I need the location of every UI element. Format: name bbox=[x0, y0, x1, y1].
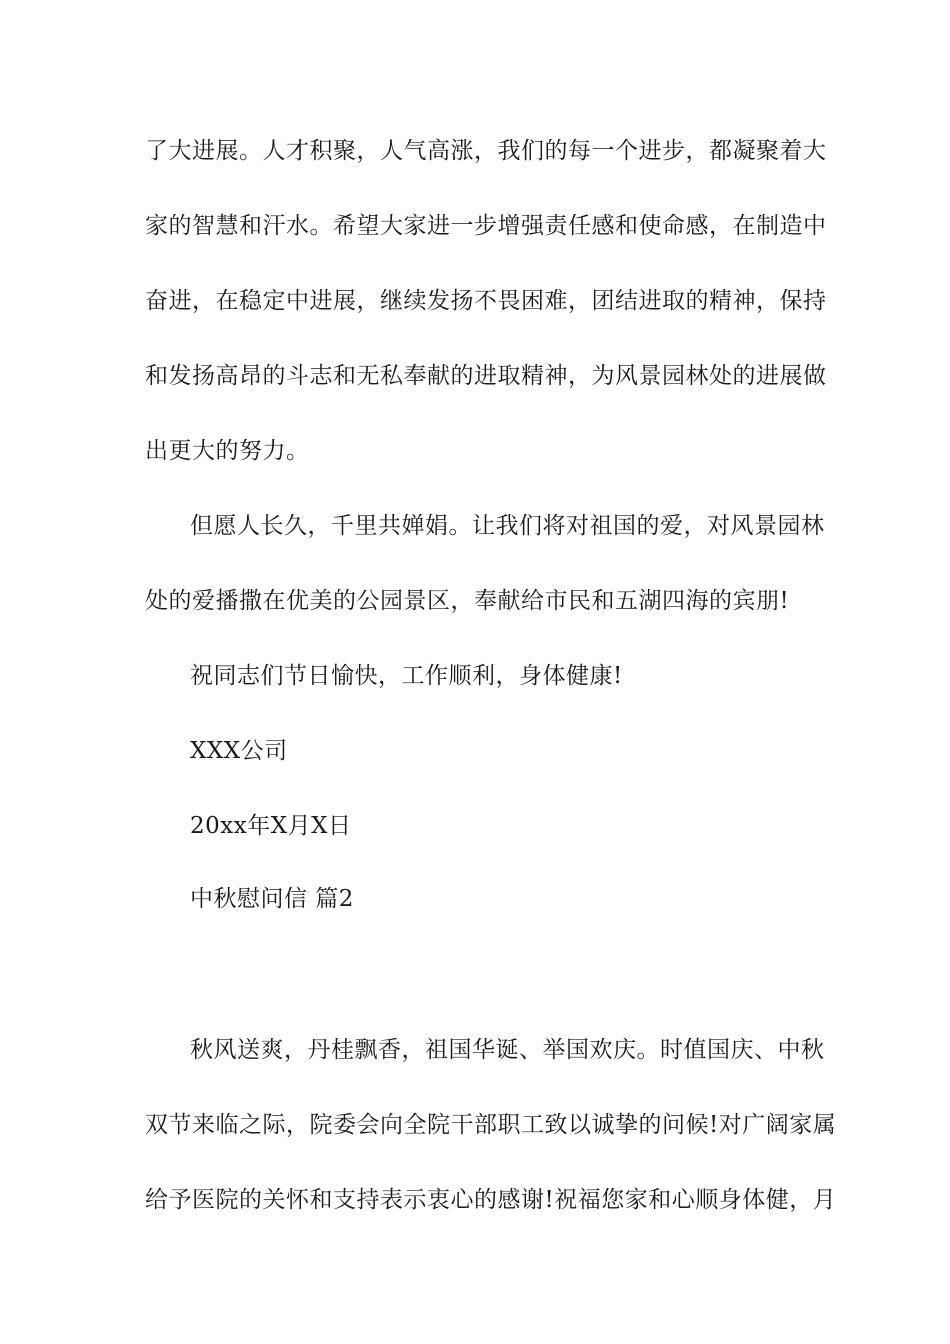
paragraph-line: 处的爱播撒在优美的公园景区，奉献给市民和五湖四海的宾朋! bbox=[145, 588, 790, 614]
paragraph-line: 但愿人长久，千里共婵娟。让我们将对祖国的爱，对风景园林 bbox=[190, 513, 825, 539]
wishes-line: 祝同志们节日愉快，工作顺利，身体健康! bbox=[190, 663, 623, 689]
signature-company: XXX公司 bbox=[190, 738, 288, 764]
paragraph-line: 奋进，在稳定中进展，继续发扬不畏困难，团结进取的精神，保持 bbox=[145, 288, 827, 314]
section-heading: 中秋慰问信 篇2 bbox=[190, 886, 354, 912]
paragraph-line: 秋风送爽，丹桂飘香，祖国华诞、举国欢庆。时值国庆、中秋 bbox=[190, 1037, 825, 1063]
paragraph-line: 出更大的努力。 bbox=[145, 438, 310, 464]
paragraph-line: 和发扬高昂的斗志和无私奉献的进取精神，为风景园林处的进展做 bbox=[145, 363, 827, 389]
signature-date: 20xx年X月X日 bbox=[190, 813, 352, 839]
paragraph-line: 家的智慧和汗水。希望大家进一步增强责任感和使命感，在制造中 bbox=[145, 213, 827, 239]
paragraph-line: 给予医院的关怀和支持表示衷心的感谢!祝福您家和心顺身体健，月 bbox=[145, 1187, 837, 1213]
paragraph-line: 双节来临之际，院委会向全院干部职工致以诚挚的问候!对广阔家属 bbox=[145, 1112, 837, 1138]
paragraph-line: 了大进展。人才积聚，人气高涨，我们的每一个进步，都凝聚着大 bbox=[145, 138, 827, 164]
